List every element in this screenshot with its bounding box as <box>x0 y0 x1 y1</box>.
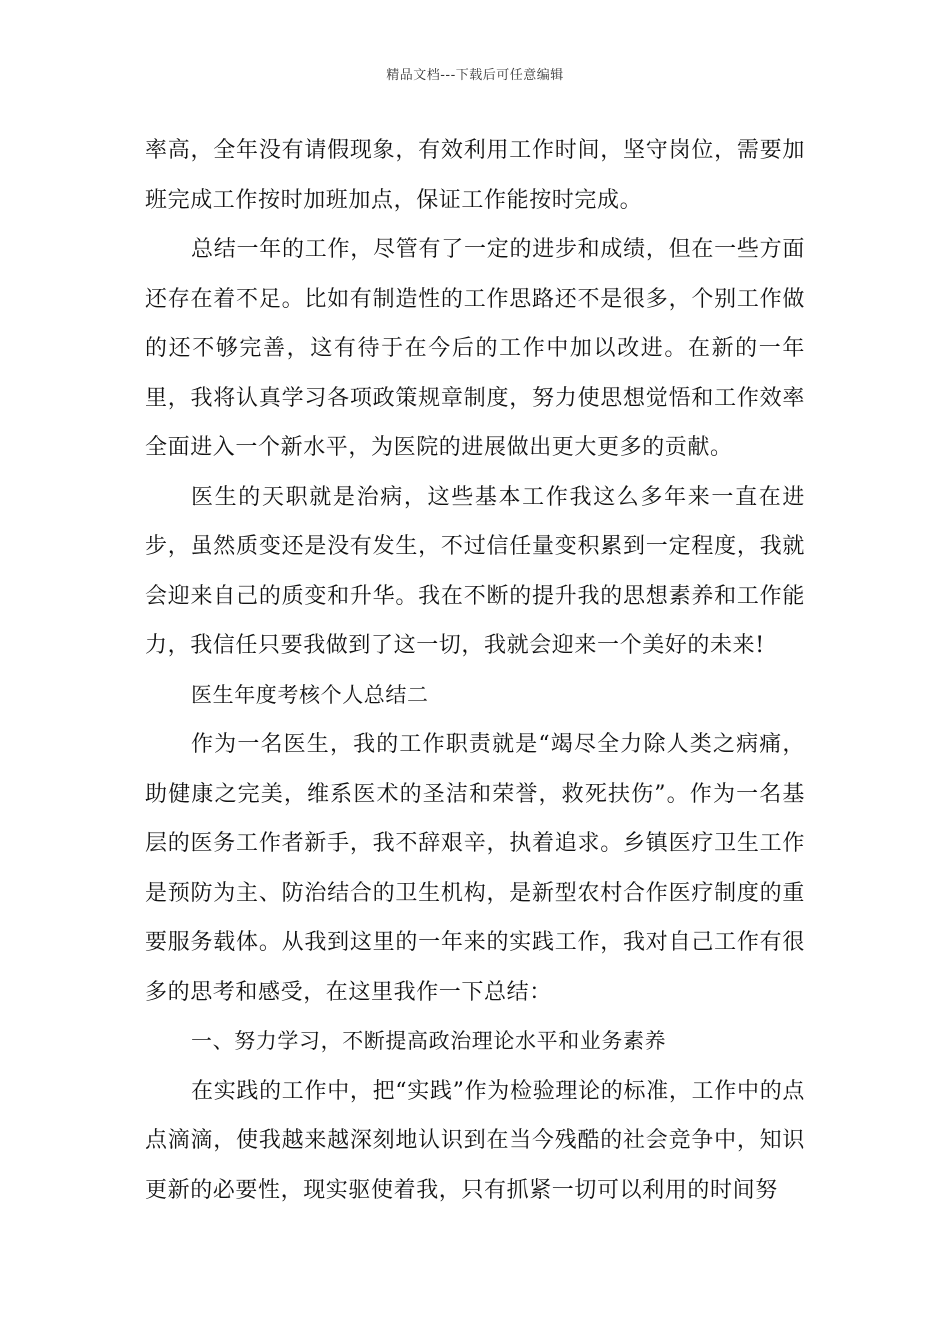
section-heading-2: 医生年度考核个人总结二 <box>191 682 429 707</box>
section-heading-study: 一、努力学习，不断提高政治理论水平和业务素养 <box>191 1029 667 1053</box>
page-header: 精品文档---下载后可任意编辑 <box>386 68 564 83</box>
paragraph-3: 医生的天职就是治病，这些基本工作我这么多年来一直在进步，虽然质变还是没有发生，不过信任量变积累到一定程度，我就会迎来自己的质变和升华。我在不断的提升我的思想素养和工作能力，我信任只要我做到了这一切，我就会迎来一个美好的未来! <box>145 484 805 658</box>
paragraph-1: 率高，全年没有请假现象，有效利用工作时间，坚守岗位，需要加班完成工作按时加班加点，保证工作能按时完成。 <box>145 138 805 213</box>
document-body <box>145 126 805 1215</box>
paragraph-4: 作为一名医生，我的工作职责就是“竭尽全力除人类之病痛，助健康之完美，维系医术的圣洁和荣誉，救死扶伤”。作为一名基层的医务工作者新手，我不辞艰辛，执着追求。乡镇医疗卫生工作是预防为主、防治结合的卫生机构，是新型农村合作医疗制度的重要服务载体。从我到这里的一年来的实践工作，我对自己工作有很多的思考和感受，在这里我作一下总结： <box>145 732 805 1005</box>
paragraph-2: 总结一年的工作，尽管有了一定的进步和成绩，但在一些方面还存在着不足。比如有制造性的工作思路还不是很多，个别工作做的还不够完善，这有待于在今后的工作中加以改进。在新的一年里，我将认真学习各项政策规章制度，努力使思想觉悟和工作效率全面进入一个新水平，为医院的进展做出更大更多的贡献。 <box>145 237 805 460</box>
paragraph-5: 在实践的工作中，把“实践”作为检验理论的标准，工作中的点点滴滴，使我越来越深刻地认识到在当今残酷的社会竞争中，知识更新的必要性，现实驱使着我，只有抓紧一切可以利用的时间努 <box>145 1078 805 1203</box>
